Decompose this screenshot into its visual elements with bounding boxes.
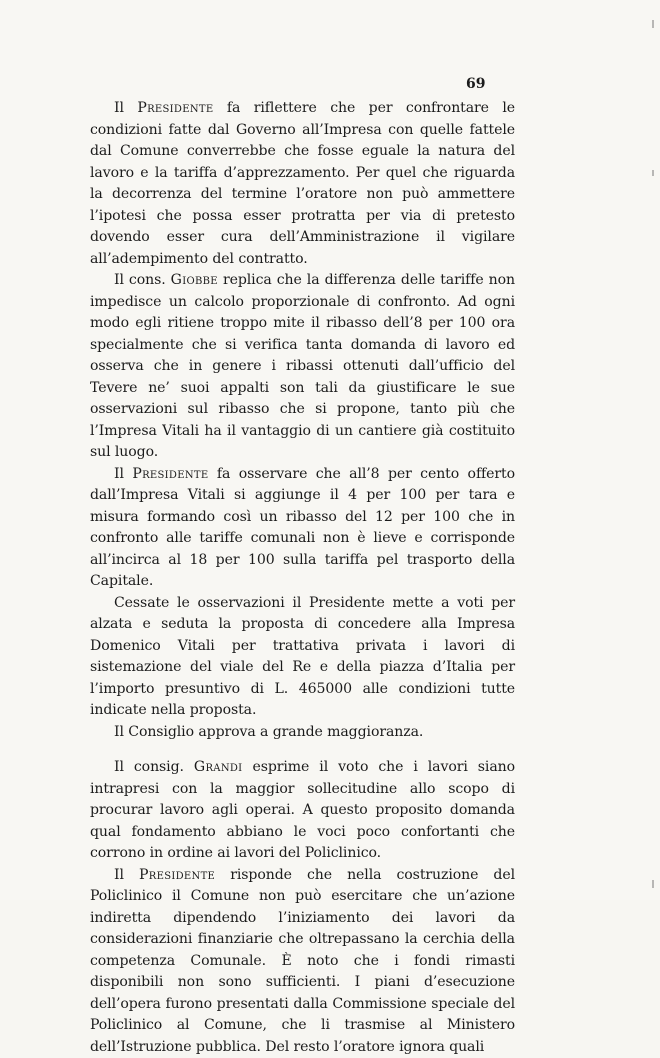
- scan-edge-mark: [652, 20, 654, 28]
- scan-edge-mark: [652, 880, 654, 888]
- page-number: 69: [466, 76, 485, 92]
- speaker-name: Presidente: [137, 100, 213, 116]
- paragraph-approval: [90, 722, 515, 744]
- paragraph-giobbe: [90, 270, 515, 464]
- paragraph-text: fa osservare che all’8 per cento offerto dall’Impresa Vitali si aggiunge il 4 per 100 per tara e misura formando così un ribasso del 12 per 100 che in confronto alle tariffe comunali non è lieve e corrisponde all’incirca al 18 per 100 sulla tariffa pel trasporto della Capitale.: [90, 466, 515, 590]
- speaker-name: Presidente: [132, 466, 208, 482]
- paragraph-text: Il Consiglio approva a grande maggioranza.: [114, 724, 423, 740]
- paragraph-lead: Il: [114, 867, 139, 883]
- paragraph-grandi: [90, 757, 515, 865]
- paragraph-text: replica che la differenza delle tariffe non impedisce un calcolo proporzionale di confronto. Ad ogni modo egli ritiene troppo mite il ribasso dell’8 per 100 ora specialmente che si verifica tanta domanda di lavoro ed osserva che in genere i ribassi ottenuti dall’ufficio del Tevere ne’ suoi appalti son tali da giustificare le sue osservazioni sul ribasso che si propone, tanto più che l’Impresa Vitali ha il vantaggio di un cantiere già costituito sul luogo.: [90, 272, 515, 460]
- paragraph-vote: [90, 593, 515, 722]
- speaker-name: Presidente: [139, 867, 215, 883]
- paragraph-text: esprime il voto che i lavori siano intrapresi con la maggior sollecitudine allo scopo di procurar lavoro agli operai. A questo proposito domanda qual fondamento abbiano le voci poco confortanti che corrono in ordine ai lavori del Policlinico.: [90, 759, 515, 861]
- speaker-name: Grandi: [194, 759, 243, 775]
- paragraph-lead: Il: [114, 100, 137, 116]
- paragraph-lead: Il: [114, 466, 132, 482]
- paragraph-presidente-3: [90, 865, 515, 1058]
- paragraph-presidente-1: [90, 98, 515, 270]
- paragraph-lead: Il cons.: [114, 272, 171, 288]
- paragraph-text: fa riflettere che per confrontare le condizioni fatte dal Governo all’Impresa con quelle fattele dal Comune converrebbe che fosse eguale la natura del lavoro e la tariffa d’apprezzamento. Per quel che riguarda la decorrenza del termine l’oratore non può ammettere l’ipotesi che possa esser protratta per via di pretesto dovendo esser cura dell’Amministrazione il vigilare all’adempimento del contratto.: [90, 100, 515, 267]
- speaker-name: Giobbe: [171, 272, 218, 288]
- scan-edge-mark: [652, 170, 654, 176]
- paragraph-text: Cessate le osservazioni il Presidente mette a voti per alzata e seduta la proposta di concedere alla Impresa Domenico Vitali per trattativa privata i lavori di sistemazione del viale del Re e della piazza d’Italia per l’importo presuntivo di L. 465000 alle condizioni tutte indicate nella proposta.: [90, 595, 515, 719]
- paragraph-lead: Il consig.: [114, 759, 194, 775]
- paragraph-text: risponde che nella costruzione del Policlinico il Comune non può esercitare che un’azione indiretta dipendendo l’iniziamento dei lavori da considerazioni finanziarie che oltrepassano la cerchia della competenza Comunale. È noto che i fondi rimasti disponibili non sono sufficienti. I piani d’esecuzione dell’opera furono presentati dalla Commissione speciale del Policlinico al Comune, che li trasmise al Ministero dell’Istruzione pubblica. Del resto l’oratore ignora quali: [90, 867, 515, 1055]
- body-text: [90, 98, 515, 1058]
- paragraph-presidente-2: [90, 464, 515, 593]
